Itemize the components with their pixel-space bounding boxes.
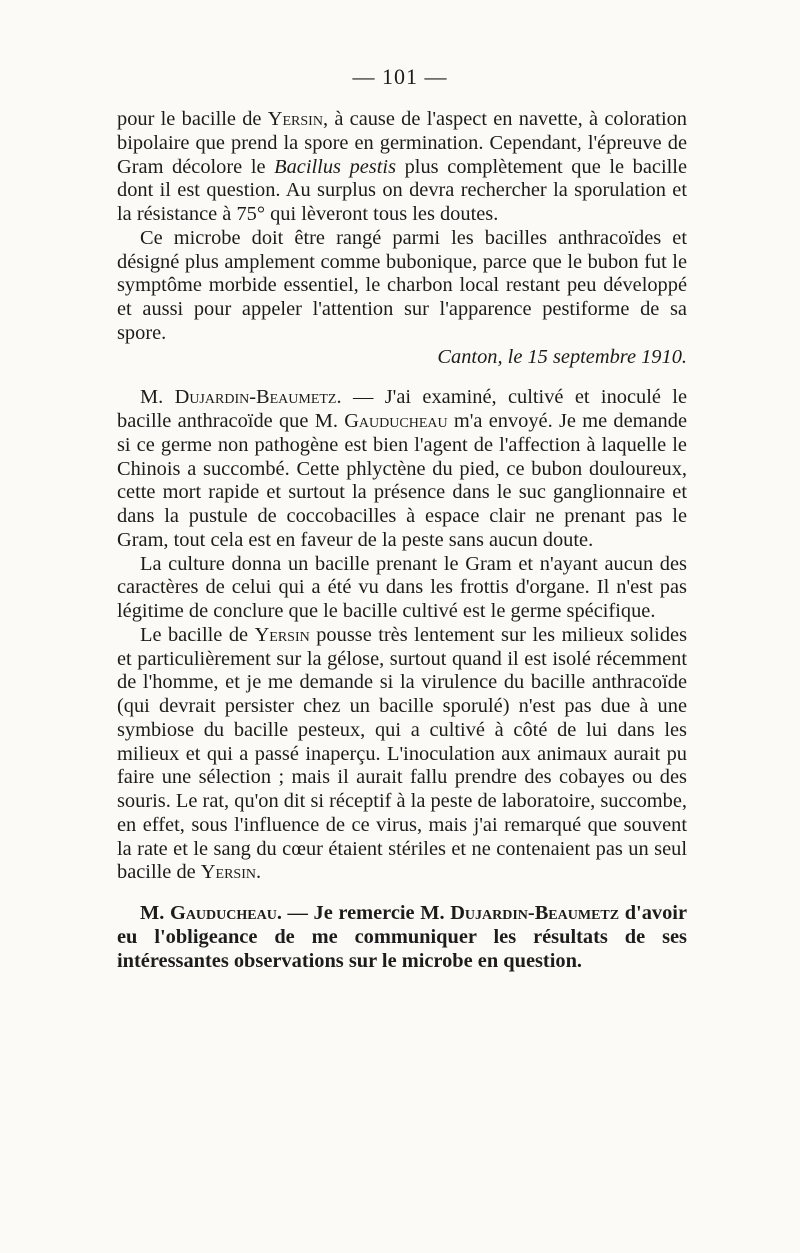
paragraph-1	[117, 108, 687, 227]
text-run: m'a envoyé. Je me demande si ce germe non pathogène est bien l'agent de l'affection à laquelle le Chinois a succombé. Cette phlyctène du pied, ce bubon douloureux, cette mort rapide et surtout la présence dans le suc ganglionnaire et dans la pustule de coccobacilles à espace clair ne prenant pas le Gram, tout cela est en faveur de la peste sans aucun doute.	[117, 410, 687, 551]
species-name: Bacillus pestis	[274, 155, 397, 178]
text-run: , à cause de l'aspect en navette, à coloration bipolaire que prend la spore en germination. Cependant, l'épreuve de Gram décolore le	[117, 108, 687, 178]
section-spacer	[117, 885, 687, 902]
paragraph-6	[117, 902, 687, 973]
paragraph-2: Ce microbe doit être rangé parmi les bacilles anthracoïdes et désigné plus amplement comme bubonique, parce que le bubon fut le symptôme morbide essentiel, le charbon local restant peu développé et aussi pour appeler l'attention sur l'apparence pestiforme de sa spore.	[117, 226, 687, 344]
text-run: — Je remercie M.	[281, 902, 451, 924]
speaker-name: M. Dujardin-Beaumetz.	[140, 386, 342, 409]
text-run: .	[255, 861, 262, 884]
paragraph-4: La culture donna un bacille prenant le Gram et n'ayant aucun des caractères de celui qui a été vu dans les frottis d'organe. Il n'est pas légitime de conclure que le bacille cultivé est le germe spécifique.	[117, 552, 687, 622]
text-run: pousse très lentement sur les milieux solides et particulièrement sur la gélose, surtout quand il est isolé récemment de l'homme, et je me demande si la virulence du bacille anthracoïde (qui devrait persister chez un bacille sporulé) n'est pas due à une symbiose du bacille pesteux, qui a cultivé à côté de lui dans les milieux et qui a passé inaperçu. L'inoculation aux animaux aurait pu faire une sélection ; mais il aurait fallu prendre des cobayes ou des souris. Le rat, qu'on dit si réceptif à la peste de laboratoire, succombe, en effet, sous l'influence de ce virus, mais j'ai remarqué que souvent la rate et le sang du cœur étaient stériles et ne contenaient pas un seul bacille de	[117, 623, 688, 884]
text-run: d'avoir eu l'obligeance de me communiquer les résultats de ses intéressantes observations sur le microbe en question.	[117, 902, 688, 972]
author-name-yersin: Yersin	[254, 623, 310, 646]
signature-line: Canton, le 15 septembre 1910.	[437, 345, 687, 368]
text-run: plus complètement que le bacille dont il est question. Au surplus on devra rechercher la sporulation et la résistance à 75° qui lèveront tous les doutes.	[117, 155, 687, 225]
author-name-yersin: Yersin	[200, 861, 256, 884]
speaker-name: M. Gauducheau.	[140, 902, 282, 924]
page-number: — 101 —	[352, 64, 448, 89]
text-run: pour le bacille de	[117, 108, 268, 130]
text-run: Le bacille de	[140, 623, 255, 646]
paragraph-5	[117, 624, 687, 885]
text-run: — J'ai examiné, cultivé et inoculé le bacille anthracoïde que M.	[117, 386, 688, 432]
body-text	[117, 108, 687, 973]
author-name-yersin: Yersin	[267, 108, 323, 130]
author-name-dujardin: Dujardin-Beaumetz	[450, 902, 620, 924]
author-name-gauducheau: Gauducheau	[344, 410, 448, 432]
section-spacer	[117, 369, 687, 386]
paragraph-3	[117, 386, 687, 552]
